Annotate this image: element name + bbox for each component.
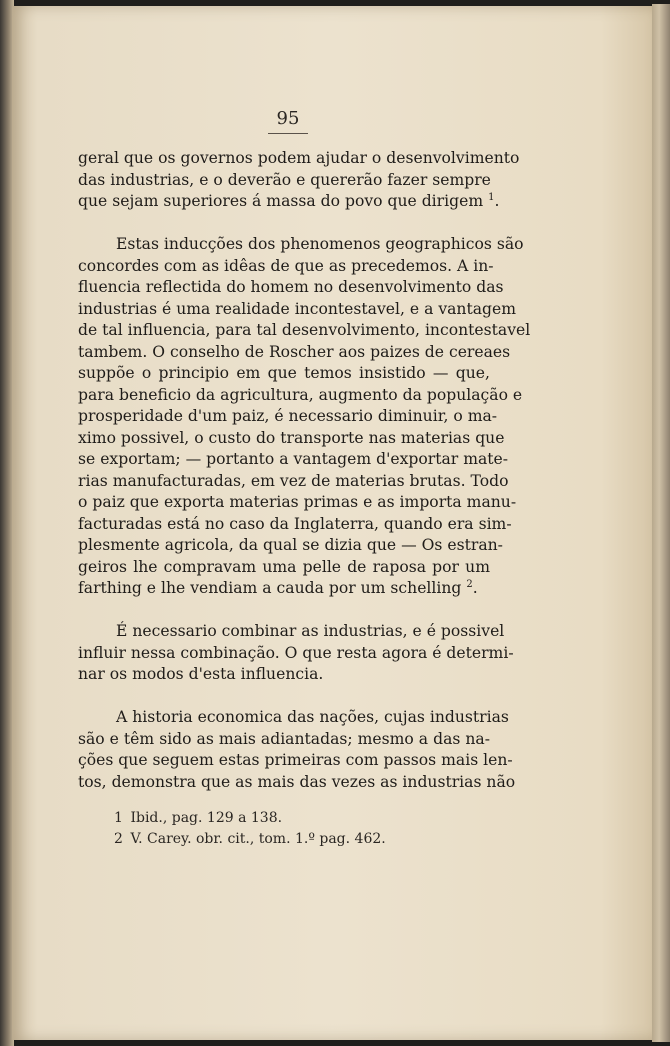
text-line: É necessario combinar as industrias, e é possivel — [116, 622, 505, 640]
footnote-mark: 2 — [114, 831, 123, 847]
text-line: das industrias, e o deverão e quererão fazer sempre — [78, 170, 491, 189]
paragraph — [78, 621, 514, 686]
text-line: Estas inducções dos phenomenos geographicos são — [116, 235, 524, 253]
footnote-reference: 1 — [488, 191, 495, 203]
page-edge — [652, 4, 670, 1042]
paragraph — [78, 148, 520, 213]
text-line-with-note: farthing e lhe vendiam a cauda por um schelling $^2$. — [78, 578, 478, 597]
footnote-text: Ibid., pag. 129 a 138. — [130, 810, 283, 826]
text-line: nar os modos d'esta influencia. — [78, 665, 324, 683]
text-line: geral que os governos podem ajudar o desenvolvimento — [78, 149, 520, 167]
text-line: rias manufacturadas, em vez de materias brutas. Todo — [78, 471, 509, 490]
paragraph — [78, 707, 516, 793]
text-line: plesmente agricola, da qual se dizia que — Os estran- — [78, 536, 503, 554]
footnote-reference: 2 — [466, 578, 473, 590]
page-number: 95 — [276, 108, 300, 129]
text-line: fluencia reflectida do homem no desenvolvimento das — [78, 278, 504, 296]
text-line: ções que seguem estas primeiras com passos mais len- — [78, 751, 513, 769]
footnote — [114, 808, 474, 829]
text-line: industrias é uma realidade incontestavel, e a vantagem — [78, 299, 517, 318]
text-line: A historia economica das nações, cujas industrias — [116, 708, 509, 726]
text-line: de tal influencia, para tal desenvolvimento, incontestavel — [78, 321, 531, 339]
text-line: farthing e lhe vendiam a cauda por um schelling — [78, 579, 462, 597]
footnotes — [114, 808, 474, 850]
text-line: prosperidade d'um paiz, é necessario diminuir, o ma- — [78, 407, 498, 425]
text-line: facturadas está no caso da Inglaterra, quando era sim- — [78, 514, 512, 533]
paragraph — [78, 234, 531, 600]
page-number-rule — [268, 133, 308, 134]
text-line: que sejam superiores á massa do povo que dirigem — [78, 192, 484, 210]
text-line: concordes com as idêas de que as precedemos. A in- — [78, 256, 494, 275]
text-line: influir nessa combinação. O que resta agora é determi- — [78, 643, 514, 662]
text-line: tambem. O conselho de Roscher aos paizes de cereaes — [78, 342, 511, 361]
footnote-text: V. Carey. obr. cit., tom. 1.º pag. 462. — [130, 831, 386, 847]
text-line: geiros lhe compravam uma pelle de raposa por um — [78, 557, 490, 576]
footnote-mark: 1 — [114, 810, 123, 826]
body-text — [78, 148, 531, 815]
text-line: ximo possivel, o custo do transporte nas materias que — [78, 428, 505, 447]
text-line: se exportam; — portanto a vantagem d'exportar mate- — [78, 450, 509, 468]
text-line: o paiz que exporta materias primas e as importa manu- — [78, 493, 517, 511]
text-line: são e têm sido as mais adiantadas; mesmo a das na- — [78, 729, 490, 748]
text-line: suppõe o principio em que temos insistido — que, — [78, 364, 490, 382]
footnote — [114, 829, 474, 850]
text-line: para beneficio da agricultura, augmento da população e — [78, 385, 523, 404]
text-line-with-note — [78, 191, 495, 213]
text-line: tos, demonstra que as mais das vezes as industrias não — [78, 772, 516, 791]
